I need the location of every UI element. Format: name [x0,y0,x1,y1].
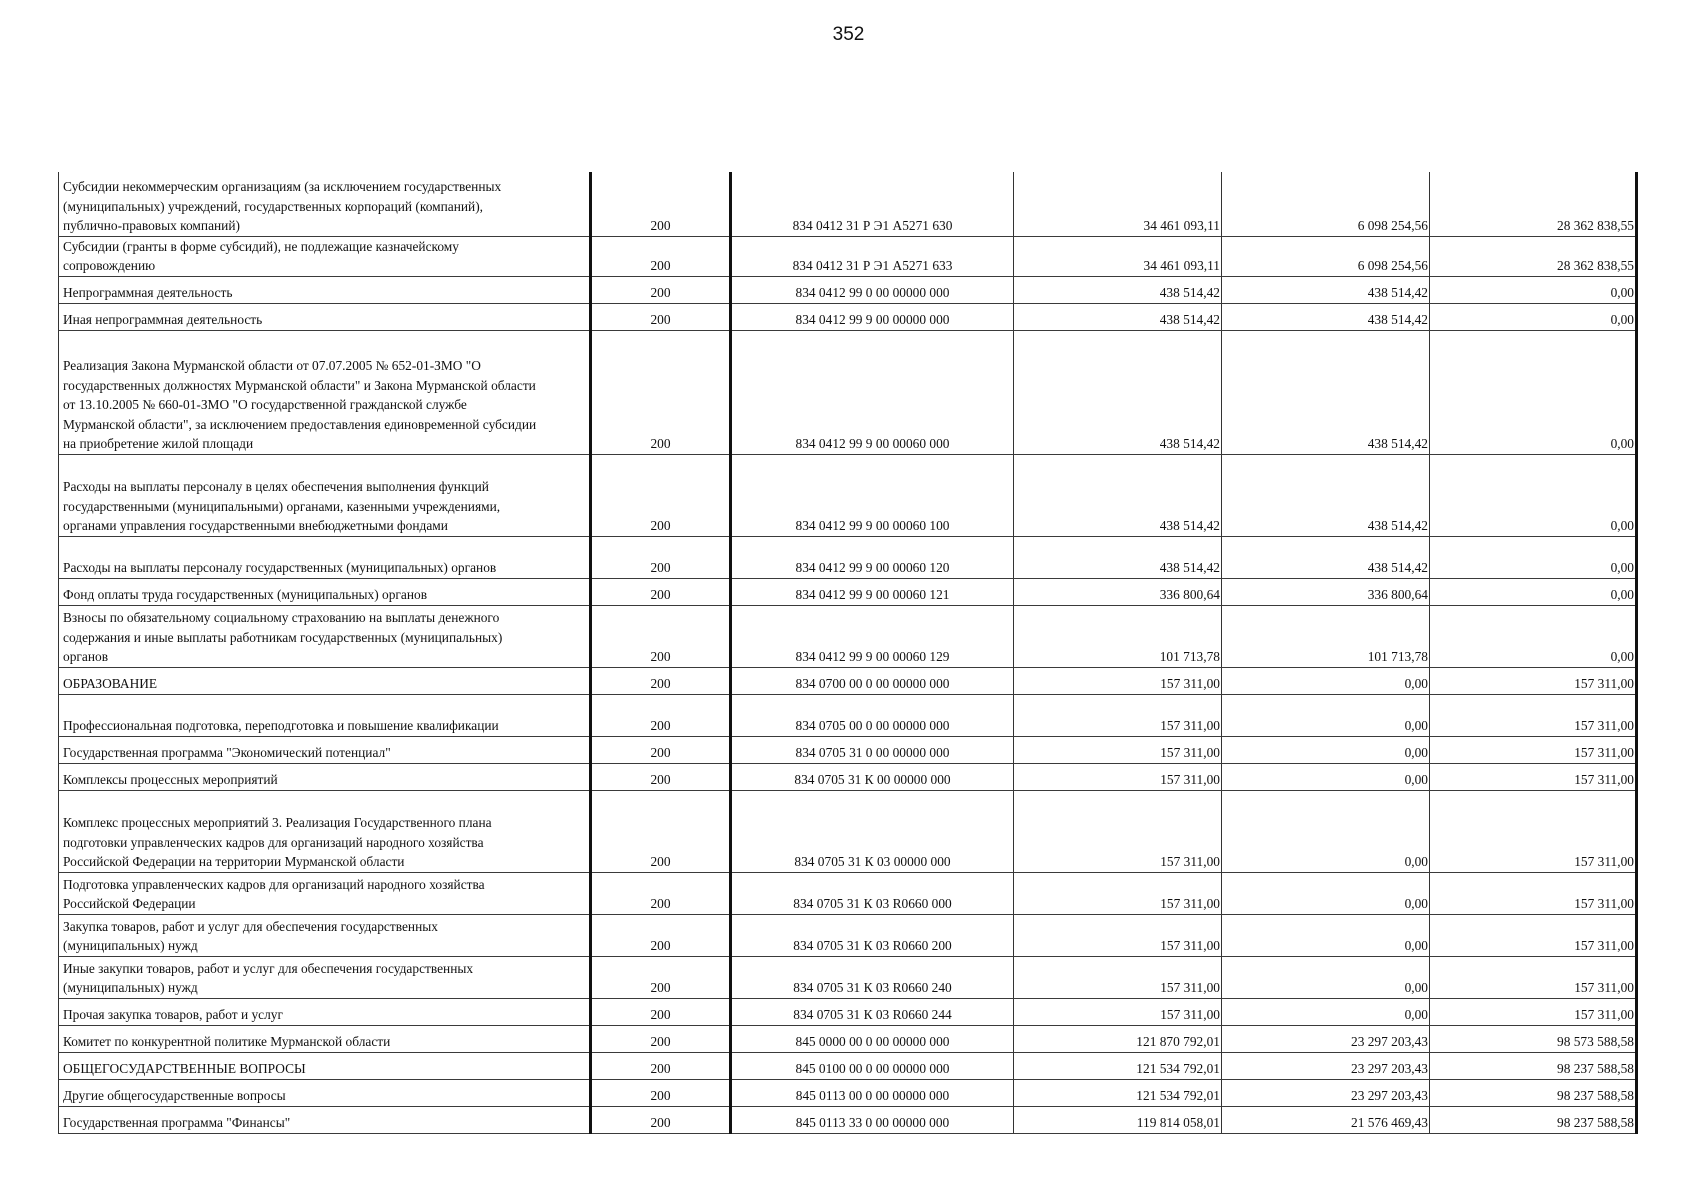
row-amount-remaining: 0,00 [1610,436,1634,451]
row-amount-remaining-cell [1430,303,1637,330]
row-code: 200 [650,676,671,691]
row-amount-approved: 336 800,64 [1159,587,1220,602]
row-name-cell [59,578,591,605]
row-amount-remaining: 0,00 [1610,518,1634,533]
row-budget-code-cell [731,1079,1014,1106]
table-row [59,454,1637,536]
row-budget-code-cell [731,536,1014,578]
row-amount-executed-cell [1222,578,1430,605]
row-amount-approved: 438 514,42 [1159,518,1220,533]
row-name: Подготовка управленческих кадров для организаций народного хозяйства Российской Федерации [63,876,485,911]
row-budget-code-cell [731,956,1014,998]
row-amount-executed-cell [1222,1106,1430,1133]
row-amount-approved-cell [1014,172,1222,236]
table-row [59,1106,1637,1133]
row-name: Иная непрограммная деятельность [63,312,263,327]
table-row [59,667,1637,694]
row-code-cell [591,605,731,667]
row-budget-code: 834 0705 31 К 03 00000 000 [794,854,951,869]
row-amount-approved: 157 311,00 [1160,676,1220,691]
row-name: Прочая закупка товаров, работ и услуг [63,1007,283,1022]
row-amount-remaining: 157 311,00 [1574,676,1634,691]
row-code-cell [591,1106,731,1133]
row-name: Государственная программа "Финансы" [63,1115,291,1130]
row-code-cell [591,1052,731,1079]
row-amount-approved: 34 461 093,11 [1143,258,1220,273]
row-code-cell [591,1025,731,1052]
row-name: Государственная программа "Экономический потенциал" [63,745,391,760]
row-amount-executed: 0,00 [1404,980,1428,995]
row-budget-code: 834 0705 31 К 03 R0660 244 [793,1007,952,1022]
row-amount-remaining-cell [1430,1052,1637,1079]
row-name-cell [59,1025,591,1052]
row-amount-remaining-cell [1430,454,1637,536]
row-amount-approved-cell [1014,1052,1222,1079]
row-amount-approved: 34 461 093,11 [1143,218,1220,233]
row-budget-code-cell [731,330,1014,454]
row-code-cell [591,694,731,736]
row-code: 200 [650,1007,671,1022]
row-amount-approved: 157 311,00 [1160,938,1220,953]
row-amount-executed-cell [1222,172,1430,236]
row-budget-code: 834 0412 99 9 00 00060 000 [795,436,950,451]
row-name: Комплексы процессных мероприятий [63,772,278,787]
row-amount-approved-cell [1014,236,1222,276]
row-amount-remaining-cell [1430,276,1637,303]
row-amount-remaining: 157 311,00 [1574,718,1634,733]
row-amount-executed-cell [1222,330,1430,454]
row-budget-code: 834 0412 99 9 00 00060 129 [795,649,950,664]
row-name: Иные закупки товаров, работ и услуг для обеспечения государственных (муниципальных) нужд [63,960,474,995]
row-amount-remaining: 157 311,00 [1574,772,1634,787]
row-amount-executed: 438 514,42 [1367,312,1428,327]
row-amount-approved: 438 514,42 [1159,285,1220,300]
row-amount-approved-cell [1014,578,1222,605]
row-budget-code-cell [731,736,1014,763]
row-name-cell [59,303,591,330]
row-code-cell [591,303,731,330]
row-budget-code: 834 0412 31 Р Э1 А5271 633 [792,258,953,273]
row-name: Закупка товаров, работ и услуг для обеспечения государственных (муниципальных) нужд [63,918,438,953]
row-budget-code-cell [731,914,1014,956]
row-amount-executed-cell [1222,914,1430,956]
row-name-cell [59,172,591,236]
row-amount-executed-cell [1222,236,1430,276]
table-row [59,236,1637,276]
row-budget-code: 845 0113 00 0 00 00000 000 [795,1088,950,1103]
row-amount-approved-cell [1014,1106,1222,1133]
row-code: 200 [650,218,671,233]
row-budget-code-cell [731,872,1014,914]
table-row [59,914,1637,956]
row-amount-executed: 438 514,42 [1367,436,1428,451]
row-code-cell [591,276,731,303]
row-code: 200 [650,587,671,602]
row-amount-remaining-cell [1430,330,1637,454]
row-name-cell [59,763,591,790]
row-budget-code: 834 0412 99 9 00 00060 120 [795,560,950,575]
row-budget-code-cell [731,763,1014,790]
row-amount-executed: 0,00 [1404,1007,1428,1022]
row-budget-code: 834 0412 99 9 00 00000 000 [795,312,950,327]
row-amount-executed-cell [1222,790,1430,872]
row-amount-executed-cell [1222,303,1430,330]
row-amount-remaining: 0,00 [1610,649,1634,664]
table-row [59,1079,1637,1106]
row-amount-approved: 121 534 792,01 [1136,1088,1220,1103]
row-code-cell [591,763,731,790]
row-code: 200 [650,1034,671,1049]
row-name-cell [59,667,591,694]
row-amount-remaining-cell [1430,998,1637,1025]
row-code: 200 [650,772,671,787]
row-amount-executed: 0,00 [1404,938,1428,953]
row-budget-code: 834 0705 31 К 03 R0660 200 [793,938,952,953]
row-amount-executed: 21 576 469,43 [1351,1115,1428,1130]
row-budget-code: 834 0705 31 0 00 00000 000 [795,745,950,760]
row-budget-code-cell [731,276,1014,303]
row-amount-approved-cell [1014,790,1222,872]
row-name-cell [59,1079,591,1106]
row-code-cell [591,1079,731,1106]
row-code: 200 [650,1115,671,1130]
row-code-cell [591,172,731,236]
table-row [59,578,1637,605]
row-code-cell [591,736,731,763]
row-amount-remaining-cell [1430,1025,1637,1052]
row-amount-executed: 0,00 [1404,718,1428,733]
row-budget-code: 845 0100 00 0 00 00000 000 [795,1061,950,1076]
row-amount-executed: 438 514,42 [1367,285,1428,300]
row-amount-approved: 157 311,00 [1160,854,1220,869]
row-name: Профессиональная подготовка, переподготовка и повышение квалификации [63,718,499,733]
row-code-cell [591,454,731,536]
row-code-cell [591,536,731,578]
row-amount-remaining: 157 311,00 [1574,938,1634,953]
row-code: 200 [650,896,671,911]
row-amount-executed-cell [1222,998,1430,1025]
row-amount-approved-cell [1014,454,1222,536]
row-amount-approved-cell [1014,303,1222,330]
row-amount-remaining-cell [1430,763,1637,790]
row-amount-executed-cell [1222,667,1430,694]
row-budget-code-cell [731,236,1014,276]
table-row [59,330,1637,454]
row-code: 200 [650,1061,671,1076]
row-amount-executed: 23 297 203,43 [1351,1061,1428,1076]
row-amount-executed-cell [1222,736,1430,763]
row-name-cell [59,330,591,454]
table-row [59,790,1637,872]
row-amount-approved-cell [1014,956,1222,998]
row-code: 200 [650,560,671,575]
row-code-cell [591,914,731,956]
row-amount-executed-cell [1222,763,1430,790]
row-amount-approved: 157 311,00 [1160,718,1220,733]
row-budget-code: 845 0000 00 0 00 00000 000 [795,1034,950,1049]
row-amount-approved: 121 534 792,01 [1136,1061,1220,1076]
row-budget-code-cell [731,790,1014,872]
row-amount-remaining-cell [1430,236,1637,276]
row-budget-code: 834 0705 31 К 00 00000 000 [794,772,951,787]
row-budget-code: 834 0412 31 Р Э1 А5271 630 [792,218,953,233]
row-budget-code-cell [731,172,1014,236]
row-amount-remaining: 157 311,00 [1574,745,1634,760]
row-name-cell [59,872,591,914]
row-budget-code: 834 0700 00 0 00 00000 000 [795,676,950,691]
row-name: Фонд оплаты труда государственных (муниципальных) органов [63,587,428,602]
row-amount-remaining: 98 237 588,58 [1557,1088,1634,1103]
row-name-cell [59,914,591,956]
row-amount-executed-cell [1222,1052,1430,1079]
row-budget-code: 834 0412 99 9 00 00060 121 [795,587,950,602]
row-name-cell [59,454,591,536]
row-budget-code: 834 0705 00 0 00 00000 000 [795,718,950,733]
row-budget-code-cell [731,303,1014,330]
table-row [59,276,1637,303]
row-amount-approved-cell [1014,914,1222,956]
row-amount-remaining-cell [1430,914,1637,956]
row-amount-approved-cell [1014,872,1222,914]
row-amount-executed: 0,00 [1404,745,1428,760]
row-amount-executed: 0,00 [1404,896,1428,911]
row-amount-remaining-cell [1430,172,1637,236]
row-amount-executed: 438 514,42 [1367,518,1428,533]
row-amount-approved: 438 514,42 [1159,560,1220,575]
row-budget-code: 845 0113 33 0 00 00000 000 [795,1115,950,1130]
row-amount-remaining-cell [1430,578,1637,605]
table-row [59,998,1637,1025]
row-budget-code-cell [731,605,1014,667]
row-budget-code-cell [731,667,1014,694]
row-amount-remaining: 0,00 [1610,587,1634,602]
row-name-cell [59,694,591,736]
row-amount-executed-cell [1222,605,1430,667]
table-row [59,172,1637,236]
row-amount-executed: 336 800,64 [1367,587,1428,602]
row-amount-executed-cell [1222,454,1430,536]
row-amount-remaining: 157 311,00 [1574,896,1634,911]
row-amount-remaining-cell [1430,872,1637,914]
row-amount-executed: 0,00 [1404,854,1428,869]
row-amount-executed: 0,00 [1404,676,1428,691]
row-amount-approved-cell [1014,763,1222,790]
row-amount-approved: 157 311,00 [1160,1007,1220,1022]
row-amount-executed: 23 297 203,43 [1351,1088,1428,1103]
row-amount-remaining-cell [1430,1079,1637,1106]
row-amount-executed: 23 297 203,43 [1351,1034,1428,1049]
row-code: 200 [650,1088,671,1103]
row-amount-approved: 438 514,42 [1159,436,1220,451]
row-name: Реализация Закона Мурманской области от 07.07.2005 № 652-01-ЗМО "О государственных должностях Мурманской области" и Закона Мурманской области от 13.10.2005 № 660-01-ЗМО "О государственной гражданской службе Мурманской области", за исключением предоставления единовременной субсидии на приобретение жилой площади [63,358,537,451]
row-code-cell [591,330,731,454]
row-amount-remaining: 98 237 588,58 [1557,1115,1634,1130]
row-name-cell [59,276,591,303]
row-amount-approved: 157 311,00 [1160,896,1220,911]
row-name: Субсидии (гранты в форме субсидий), не подлежащие казначейскому сопровождению [63,238,459,273]
row-amount-executed: 438 514,42 [1367,560,1428,575]
row-amount-approved: 119 814 058,01 [1136,1115,1220,1130]
row-code: 200 [650,745,671,760]
row-budget-code-cell [731,454,1014,536]
row-amount-executed-cell [1222,536,1430,578]
table-row [59,763,1637,790]
row-amount-remaining: 98 237 588,58 [1557,1061,1634,1076]
row-amount-remaining-cell [1430,605,1637,667]
row-name-cell [59,790,591,872]
row-amount-approved: 438 514,42 [1159,312,1220,327]
table-row [59,694,1637,736]
row-amount-remaining-cell [1430,667,1637,694]
table-row [59,872,1637,914]
row-code-cell [591,956,731,998]
row-budget-code: 834 0412 99 9 00 00060 100 [795,518,950,533]
row-amount-executed-cell [1222,1025,1430,1052]
row-amount-approved-cell [1014,330,1222,454]
row-amount-approved-cell [1014,667,1222,694]
row-amount-executed-cell [1222,1079,1430,1106]
budget-table [58,172,1638,1134]
row-amount-executed-cell [1222,872,1430,914]
table-row [59,303,1637,330]
row-budget-code-cell [731,578,1014,605]
row-amount-remaining-cell [1430,536,1637,578]
row-amount-approved: 157 311,00 [1160,772,1220,787]
row-name: Расходы на выплаты персоналу государственных (муниципальных) органов [63,560,497,575]
row-name-cell [59,956,591,998]
row-amount-executed: 6 098 254,56 [1357,258,1428,273]
row-amount-executed-cell [1222,694,1430,736]
row-amount-approved-cell [1014,1025,1222,1052]
table-row [59,605,1637,667]
table-row [59,536,1637,578]
row-code: 200 [650,258,671,273]
row-amount-remaining-cell [1430,694,1637,736]
row-budget-code: 834 0705 31 К 03 R0660 000 [793,896,952,911]
row-amount-executed: 101 713,78 [1367,649,1428,664]
row-amount-remaining: 98 573 588,58 [1557,1034,1634,1049]
row-amount-approved: 121 870 792,01 [1136,1034,1220,1049]
row-code-cell [591,790,731,872]
row-code: 200 [650,518,671,533]
row-budget-code-cell [731,694,1014,736]
row-amount-remaining: 28 362 838,55 [1557,258,1634,273]
row-code-cell [591,578,731,605]
row-amount-approved: 101 713,78 [1159,649,1220,664]
row-budget-code-cell [731,998,1014,1025]
row-name: Взносы по обязательному социальному страхованию на выплаты денежного содержания и иные выплаты работникам государственных (муниципальных) органов [63,610,503,664]
row-amount-executed-cell [1222,276,1430,303]
table-row [59,736,1637,763]
row-name-cell [59,998,591,1025]
row-code: 200 [650,854,671,869]
row-name: ОБРАЗОВАНИЕ [63,676,158,691]
row-name-cell [59,1106,591,1133]
table-row [59,1025,1637,1052]
row-amount-approved-cell [1014,694,1222,736]
row-name-cell [59,536,591,578]
row-code-cell [591,667,731,694]
row-amount-remaining: 157 311,00 [1574,980,1634,995]
row-name-cell [59,236,591,276]
page-number: 352 [832,24,865,45]
row-budget-code: 834 0412 99 0 00 00000 000 [795,285,950,300]
row-code: 200 [650,436,671,451]
row-amount-approved-cell [1014,1079,1222,1106]
table-row [59,956,1637,998]
row-name-cell [59,736,591,763]
row-code-cell [591,998,731,1025]
row-code: 200 [650,718,671,733]
table-row [59,1052,1637,1079]
row-amount-approved-cell [1014,276,1222,303]
row-amount-remaining: 0,00 [1610,312,1634,327]
row-amount-approved-cell [1014,605,1222,667]
row-amount-remaining: 0,00 [1610,285,1634,300]
row-name: Расходы на выплаты персоналу в целях обеспечения выполнения функций государственными (муниципальными) органами, казенными учреждениями, органами управления государственными внебюджетными фондами [63,479,501,533]
row-code: 200 [650,649,671,664]
row-name: Другие общегосударственные вопросы [63,1088,286,1103]
row-budget-code-cell [731,1106,1014,1133]
row-name: Субсидии некоммерческим организациям (за исключением государственных (муниципальных) учреждений, государственных корпораций (компаний), публично-правовых компаний) [63,179,502,233]
row-amount-remaining: 157 311,00 [1574,854,1634,869]
row-amount-approved-cell [1014,998,1222,1025]
row-amount-remaining-cell [1430,790,1637,872]
row-amount-executed-cell [1222,956,1430,998]
row-amount-executed: 6 098 254,56 [1357,218,1428,233]
row-amount-approved: 157 311,00 [1160,980,1220,995]
row-code-cell [591,236,731,276]
row-amount-executed: 0,00 [1404,772,1428,787]
row-budget-code: 834 0705 31 К 03 R0660 240 [793,980,952,995]
row-amount-remaining: 0,00 [1610,560,1634,575]
row-name: Комитет по конкурентной политике Мурманской области [63,1034,391,1049]
row-amount-approved: 157 311,00 [1160,745,1220,760]
row-code: 200 [650,938,671,953]
row-amount-remaining-cell [1430,956,1637,998]
row-code-cell [591,872,731,914]
row-amount-remaining-cell [1430,1106,1637,1133]
row-name: Комплекс процессных мероприятий 3. Реализация Государственного плана подготовки управленческих кадров для организаций народного хозяйства Российской Федерации на территории Мурманской области [63,815,492,869]
row-amount-remaining-cell [1430,736,1637,763]
row-name: ОБЩЕГОСУДАРСТВЕННЫЕ ВОПРОСЫ [63,1061,306,1076]
row-code: 200 [650,285,671,300]
row-name-cell [59,605,591,667]
row-amount-remaining: 28 362 838,55 [1557,218,1634,233]
row-budget-code-cell [731,1025,1014,1052]
row-code: 200 [650,312,671,327]
row-name-cell [59,1052,591,1079]
row-code: 200 [650,980,671,995]
row-budget-code-cell [731,1052,1014,1079]
budget-table-body [59,172,1637,1133]
row-name: Непрограммная деятельность [63,285,233,300]
row-amount-approved-cell [1014,536,1222,578]
row-amount-approved-cell [1014,736,1222,763]
row-amount-remaining: 157 311,00 [1574,1007,1634,1022]
